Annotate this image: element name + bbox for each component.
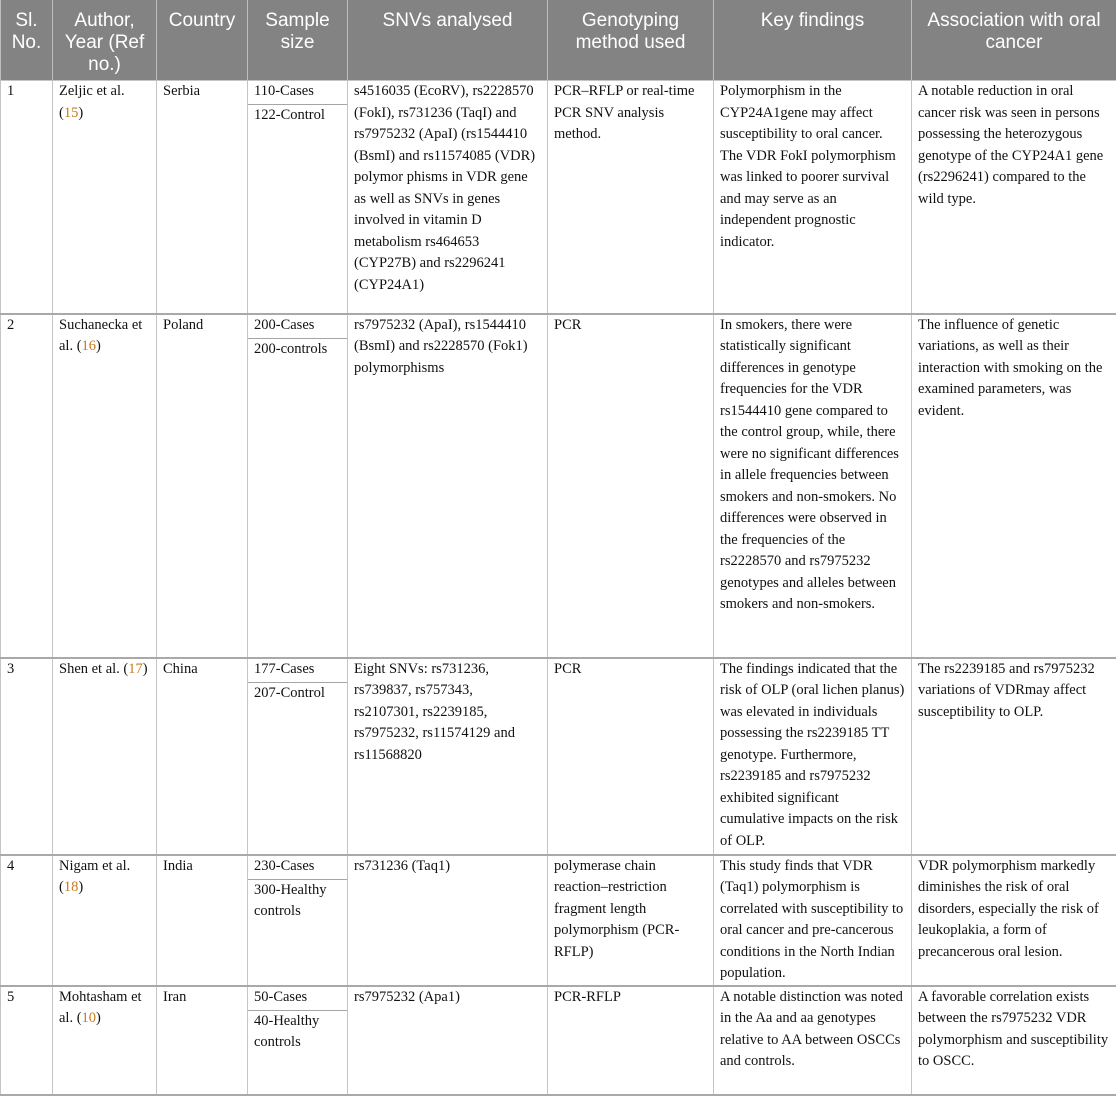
cell-findings: The findings indicated that the risk of OLP (oral lichen planus) was elevated in individuals possessing the rs2239185 TT genotype. Furthermore, rs2239185 and rs7975232 exhibited significant cumulative impacts on the risk of OLP. [714,658,912,855]
reference-link[interactable]: 17 [128,661,143,677]
cell-author [53,658,157,855]
author-text-close: ) [78,879,83,895]
table-row [1,855,1116,986]
cell-sl: 3 [1,658,53,855]
reference-link[interactable]: 15 [64,105,79,121]
cell-sl: 4 [1,855,53,986]
sample-cases: 50-Cases [248,987,347,1011]
cell-country: Serbia [157,81,248,314]
sample-cases: 230-Cases [248,856,347,880]
header-author: Author, Year (Ref no.) [53,0,157,81]
sample-controls: 200-controls [248,339,347,361]
table-row [1,81,1116,314]
cell-association: A favorable correlation exists between the rs7975232 VDR polymorphism and susceptibility to OSCC. [912,986,1116,1095]
table-row [1,658,1116,855]
sample-controls: 122-Control [248,105,347,127]
author-text: Suchanecka et al. ( [59,317,142,355]
author-text: Mohtasham et al. ( [59,989,142,1027]
author-text: Shen et al. ( [59,661,128,677]
cell-association: A notable reduction in oral cancer risk was seen in persons possessing the heterozygous genotype of the CYP24A1 gene (rs2296241) compared to the wild type. [912,81,1116,314]
header-country: Country [157,0,248,81]
cell-findings: A notable distinction was noted in the Aa and aa genotypes relative to AA between OSCCs and controls. [714,986,912,1095]
sample-controls: 40-Healthy controls [248,1011,347,1054]
cell-method: PCR [548,314,714,658]
cell-country: China [157,658,248,855]
cell-sample-size [248,658,348,855]
author-text-close: ) [143,661,148,677]
cell-method: PCR-RFLP [548,986,714,1095]
header-sl: Sl. No. [1,0,53,81]
header-row [1,0,1116,81]
author-text: Zeljic et al. ( [59,83,125,121]
header-association: Association with oral cancer [912,0,1116,81]
cell-method: PCR–RFLP or real-time PCR SNV analysis method. [548,81,714,314]
cell-method: PCR [548,658,714,855]
cell-snvs: rs7975232 (Apa1) [348,986,548,1095]
cell-association: The rs2239185 and rs7975232 variations of VDRmay affect susceptibility to OLP. [912,658,1116,855]
sample-cases: 110-Cases [248,81,347,105]
cell-author [53,81,157,314]
cell-author [53,986,157,1095]
cell-findings: In smokers, there were statistically significant differences in genotype frequencies for the VDR rs1544410 gene compared to the control group, while, there were no significant differences in allele frequencies between smokers and non-smokers. No differences were observed in the frequencies of the rs2228570 and rs7975232 genotypes and alleles between smokers and non-smokers. [714,314,912,658]
cell-country: Poland [157,314,248,658]
sample-cases: 177-Cases [248,659,347,683]
cell-snvs: rs7975232 (ApaI), rs1544410 (BsmI) and rs2228570 (Fok1) polymorphisms [348,314,548,658]
cell-author [53,314,157,658]
reference-link[interactable]: 16 [82,338,97,354]
cell-country: India [157,855,248,986]
sample-controls: 207-Control [248,683,347,705]
sample-cases: 200-Cases [248,315,347,339]
cell-sl: 5 [1,986,53,1095]
author-text-close: ) [96,1010,101,1026]
author-text-close: ) [96,338,101,354]
cell-sl: 1 [1,81,53,314]
header-sample-size: Sample size [248,0,348,81]
cell-sample-size [248,855,348,986]
table-row [1,314,1116,658]
cell-country: Iran [157,986,248,1095]
author-text-close: ) [78,105,83,121]
reference-link[interactable]: 18 [64,879,79,895]
cell-findings: This study finds that VDR (Taq1) polymorphism is correlated with susceptibility to oral cancer and pre-cancerous conditions in the North Indian population. [714,855,912,986]
header-snvs: SNVs analysed [348,0,548,81]
header-method: Genotyping method used [548,0,714,81]
cell-findings: Polymorphism in the CYP24A1gene may affect susceptibility to oral cancer. The VDR FokI polymorphism was linked to poorer survival and may serve as an independent prognostic indicator. [714,81,912,314]
reference-link[interactable]: 10 [82,1010,97,1026]
cell-author [53,855,157,986]
cell-sl: 2 [1,314,53,658]
cell-snvs: Eight SNVs: rs731236, rs739837, rs757343, rs2107301, rs2239185, rs7975232, rs11574129 and rs11568820 [348,658,548,855]
cell-sample-size [248,314,348,658]
cell-sample-size [248,986,348,1095]
cell-snvs: rs731236 (Taq1) [348,855,548,986]
sample-controls: 300-Healthy controls [248,880,347,923]
author-text: Nigam et al. ( [59,858,130,896]
cell-association: The influence of genetic variations, as well as their interaction with smoking on the examined parameters, was evident. [912,314,1116,658]
header-findings: Key findings [714,0,912,81]
cell-snvs: s4516035 (EcoRV), rs2228570 (FokI), rs731236 (TaqI) and rs7975232 (ApaI) (rs1544410 (BsmI) and rs11574085 (VDR) polymor phisms in VDR gene as well as SNVs in genes involved in vitamin D metabolism rs464653 (CYP27B) and rs2296241 (CYP24A1) [348,81,548,314]
cell-sample-size [248,81,348,314]
cell-association: VDR polymorphism markedly diminishes the risk of oral disorders, especially the risk of leukoplakia, a form of precancerous oral lesion. [912,855,1116,986]
cell-method: polymerase chain reaction–restriction fragment length polymorphism (PCR-RFLP) [548,855,714,986]
table-row [1,986,1116,1095]
